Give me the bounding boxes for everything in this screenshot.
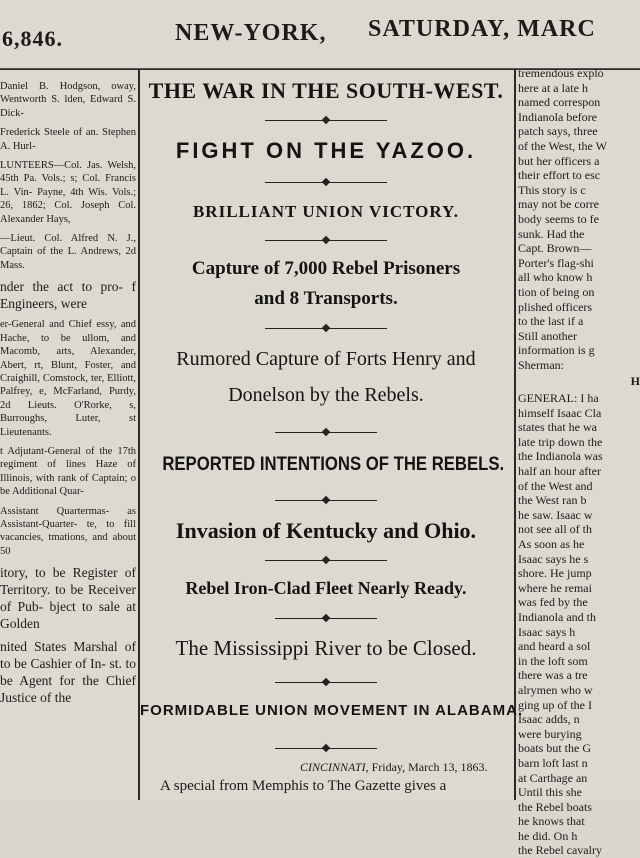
left-paragraph: LUNTEERS—Col. Jas. Welsh, 45th Pa. Vols.; s; Col. Francis L. Vin- Payne, 4th Wis. Vols.; 26, 1862; Col. Joseph Col. Alexander Hays, — [0, 160, 136, 225]
right-column-line: information is g — [518, 343, 595, 358]
dateline-date: Friday, March 13, 1863. — [371, 760, 488, 774]
left-paragraph: —Lieut. Col. Alfred N. J., Captain of the L. Andrews, 2d Mass. — [0, 233, 136, 271]
headline-divider — [275, 500, 377, 501]
left-paragraph: Frederick Steele of an. Stephen A. Hurl- — [0, 127, 136, 152]
right-column-line: all who know h — [518, 270, 593, 285]
right-column-line: was fed by the — [518, 595, 588, 610]
headline-war-south-west: THE WAR IN THE SOUTH-WEST. — [148, 78, 504, 103]
right-column-line: GENERAL: I ha — [518, 391, 599, 406]
right-column-line: boats but the G — [518, 741, 591, 756]
right-column-line: tion of being on — [518, 284, 595, 299]
right-column-line: late trip down the — [518, 434, 603, 449]
left-paragraph: nited States Marshal of to be Cashier of In- st. to be Agent for the Chief Justice of the — [0, 639, 136, 706]
headline-divider — [265, 560, 387, 561]
headline-rumored-capture: Rumored Capture of Forts Henry and — [176, 348, 476, 370]
right-column-line: alrymen who w — [518, 682, 593, 697]
right-column-line: the West ran b — [518, 493, 587, 508]
right-column-line: here at a late h — [518, 80, 588, 95]
right-column-line: the Indianola was — [518, 449, 603, 464]
headline-rumored-capture-cont: Donelson by the Rebels. — [228, 384, 424, 406]
headline-divider — [265, 120, 387, 121]
right-column-line: were burying — [518, 726, 582, 741]
left-paragraph: er-General and Chief essy, and Hache, to be ullom, and Macomb, arts, Alexander, Abert, rt, Blunt, Foster, and Craighill, Comstock, ter, Elliott, Palfrey, e, McFarland, Purdy, 2d Lieuts. O'Rorke, s, Burroughs, Luter, st Lieutenants. — [0, 319, 136, 438]
headline-alabama: FORMIDABLE UNION MOVEMENT IN ALABAMA. — [140, 702, 524, 719]
left-paragraph: t Adjutant-General of the 17th regiment of lines Haze of Illinois, with rank of Captain; o be Additional Quar- — [0, 445, 136, 498]
right-column-line: Porter's flag-shi — [518, 255, 594, 270]
headline-invasion: Invasion of Kentucky and Ohio. — [175, 518, 477, 543]
right-column-line: not see all of th — [518, 522, 592, 537]
right-column-line: Isaac adds, n — [518, 712, 580, 727]
right-column-line: of the West, the W — [518, 138, 607, 153]
headline-divider — [265, 240, 387, 241]
dateline — [140, 760, 512, 775]
headline-divider — [275, 748, 377, 749]
right-column-line: Indianola and th — [518, 609, 596, 624]
headline-capture-transports: and 8 Transports. — [254, 288, 398, 309]
right-column-line: Still another — [518, 328, 577, 343]
headline-fight-yazoo: FIGHT ON THE YAZOO. — [175, 138, 477, 163]
masthead — [0, 0, 640, 70]
headline-union-victory: BRILLIANT UNION VICTORY. — [192, 202, 460, 221]
right-column-line: he did. On h — [518, 828, 578, 843]
issue-number: 6,846. — [2, 26, 63, 51]
right-column-line: named correspon — [518, 95, 601, 110]
right-column-line: and heard a sol — [518, 639, 591, 654]
right-column-line: where he remai — [518, 580, 592, 595]
right-column-line: Until this she — [518, 785, 583, 800]
right-column-line: states that he wa — [518, 420, 597, 435]
right-column-line: there was a tre — [518, 668, 588, 683]
headline-divider — [275, 432, 377, 433]
right-column-line: the Rebel cavalry — [518, 843, 602, 858]
headline-divider — [275, 618, 377, 619]
right-column-line: ging up of the I — [518, 697, 592, 712]
dateline-place: CINCINNATI, — [300, 760, 369, 774]
left-paragraph: itory, to be Register of Territory. to be Receiver of Pub- bject to sale at Golden — [0, 565, 136, 632]
left-column — [0, 80, 136, 800]
right-column-line: half an hour after — [518, 464, 601, 479]
right-column-line: This story is c — [518, 182, 586, 197]
right-column-line: Indianola before — [518, 109, 597, 124]
right-column-line: of the West and — [518, 478, 593, 493]
headline-reported-intentions: REPORTED INTENTIONS OF THE REBELS. — [162, 454, 505, 475]
right-column-line: patch says, three — [518, 124, 598, 139]
headline-divider — [265, 182, 387, 183]
left-paragraph: nder the act to pro- f Engineers, were — [0, 279, 136, 312]
right-column-line: the Rebel boats — [518, 799, 592, 814]
right-column-line: shore. He jump — [518, 566, 592, 581]
right-column-line: at Carthage an — [518, 770, 588, 785]
headline-divider — [275, 682, 377, 683]
right-column-line: body seems to fe — [518, 211, 599, 226]
right-column-top — [518, 66, 640, 372]
right-column-line: Sherman: — [518, 357, 564, 372]
masthead-city: NEW-YORK, — [175, 20, 327, 46]
right-column-line: Isaac says he s — [518, 551, 589, 566]
headline-divider — [265, 328, 387, 329]
right-column-line: himself Isaac Cla — [518, 405, 602, 420]
headline-capture-prisoners: Capture of 7,000 Rebel Prisoners — [191, 258, 461, 279]
right-column-heading: H — [630, 374, 640, 389]
column-rule-right — [514, 70, 516, 800]
left-paragraph: Assistant Quartermas- as Assistant-Quarter- te, to fill vacancies, tmations, and about 50 — [0, 505, 136, 557]
right-column-line: their effort to esc — [518, 168, 601, 183]
masthead-day: SATURDAY, MARC — [368, 16, 596, 42]
right-column-bottom — [518, 391, 640, 858]
headline-iron-clad-fleet: Rebel Iron-Clad Fleet Nearly Ready. — [185, 578, 467, 598]
right-column-line: he knows that — [518, 814, 585, 829]
headline-column — [140, 70, 524, 800]
left-paragraph: Daniel B. Hodgson, oway, Wentworth S. lden, Edward S. Dick- — [0, 81, 136, 119]
right-column-line: barn loft last n — [518, 755, 588, 770]
right-column-line: to the last if a — [518, 314, 584, 329]
right-column-line: As soon as he — [518, 537, 585, 551]
right-column-line: in the loft som — [518, 653, 588, 668]
right-column-line: plished officers — [518, 299, 593, 314]
right-column-line: Isaac says h — [518, 624, 576, 639]
right-column-line: Capt. Brown— — [518, 241, 592, 256]
right-column-line: he saw. Isaac w — [518, 507, 593, 522]
right-column-line: tremendous explo — [518, 66, 604, 80]
right-column — [518, 66, 640, 858]
article-first-line: A special from Memphis to The Gazette gives a — [160, 778, 447, 794]
right-column-line: but her officers a — [518, 153, 600, 168]
headline-mississippi: The Mississippi River to be Closed. — [175, 636, 477, 660]
right-column-line: sunk. Had the — [518, 226, 585, 241]
right-column-line: may not be corre — [518, 197, 599, 212]
